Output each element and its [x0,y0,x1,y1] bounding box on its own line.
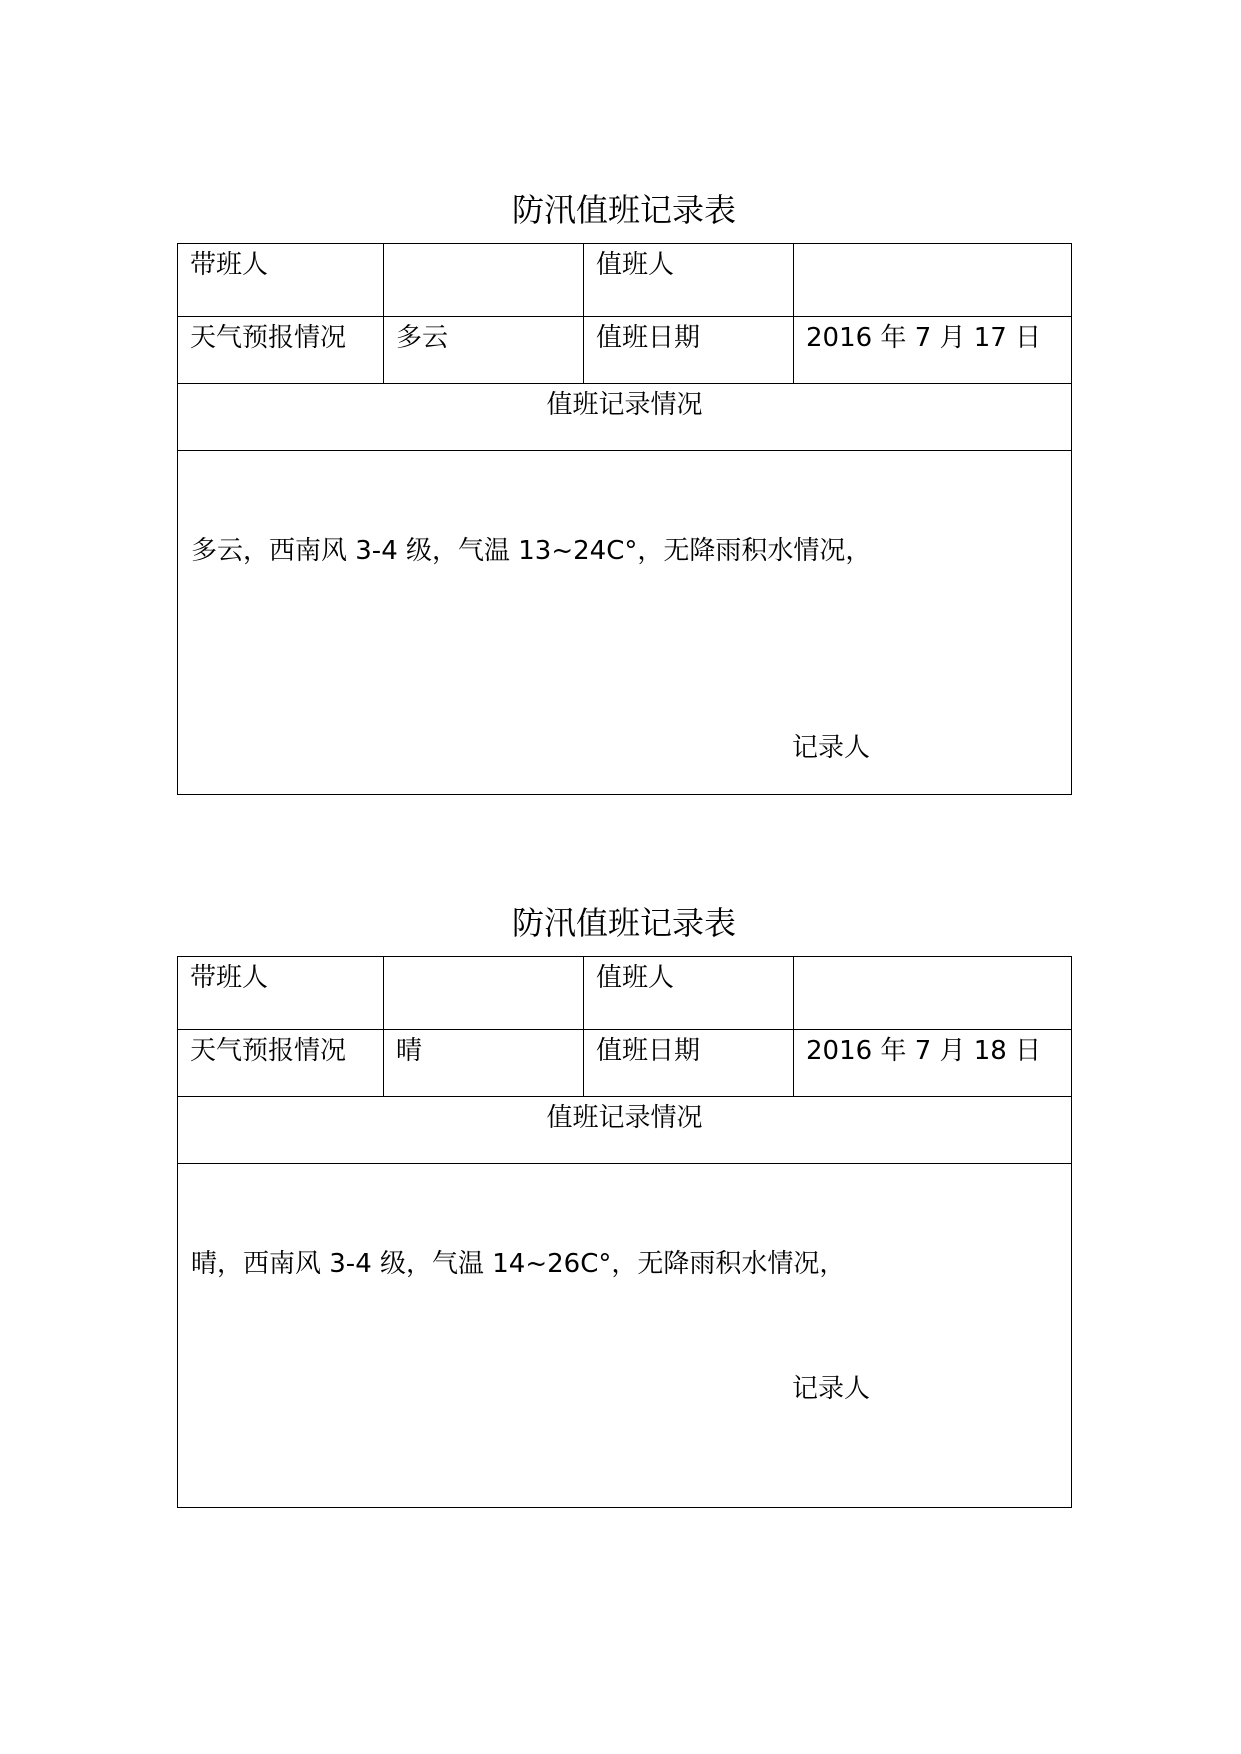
duty-person-label: 值班人 [584,244,794,317]
weather-value: 多云 [384,317,584,384]
weather-label: 天气预报情况 [178,1030,384,1097]
weather-label: 天气预报情况 [178,317,384,384]
table-row [178,244,1072,317]
table-row [178,957,1072,1030]
table-row [178,384,1072,451]
duty-person-label: 值班人 [584,957,794,1030]
date-value: 2016 年 7 月 18 日 [794,1030,1072,1097]
table-row [178,1097,1072,1164]
leader-value [384,957,584,1030]
duty-person-value [794,244,1072,317]
table-row [178,1030,1072,1097]
record-table [177,956,1072,1508]
recorder-label: 记录人 [792,1374,871,1404]
recorder-label: 记录人 [792,733,871,763]
leader-value [384,244,584,317]
record-header: 值班记录情况 [178,1097,1072,1164]
date-label: 值班日期 [584,317,794,384]
form-title: 防汛值班记录表 [511,191,736,229]
leader-label: 带班人 [178,957,384,1030]
record-content-cell [178,451,1072,795]
weather-value: 晴 [384,1030,584,1097]
form-title: 防汛值班记录表 [511,904,736,942]
duty-person-value [794,957,1072,1030]
duty-record-form-2 [177,903,1071,1515]
record-text: 晴，西南风 3-4 级，气温 14~26C°，无降雨积水情况， [191,1249,846,1279]
date-value: 2016 年 7 月 17 日 [794,317,1072,384]
leader-label: 带班人 [178,244,384,317]
table-row [178,1164,1072,1508]
date-label: 值班日期 [584,1030,794,1097]
duty-record-form-1 [177,190,1071,802]
record-content-cell [178,1164,1072,1508]
record-header: 值班记录情况 [178,384,1072,451]
record-text: 多云，西南风 3-4 级，气温 13~24C°，无降雨积水情况， [191,536,872,566]
table-row [178,317,1072,384]
record-table [177,243,1072,795]
table-row [178,451,1072,795]
